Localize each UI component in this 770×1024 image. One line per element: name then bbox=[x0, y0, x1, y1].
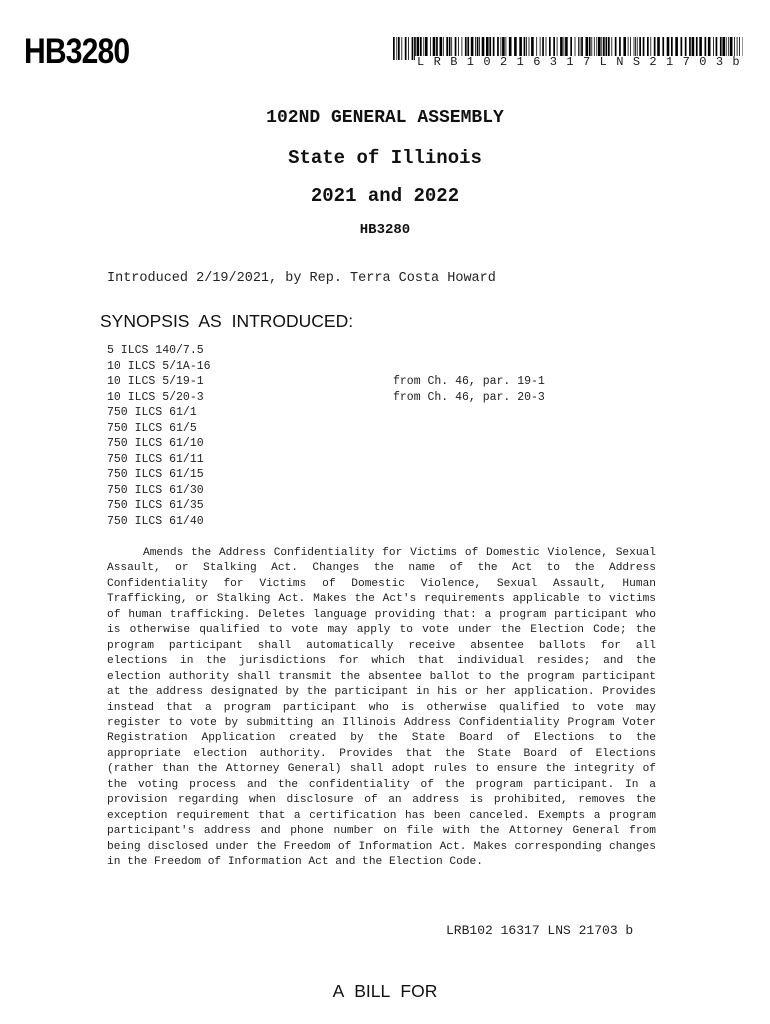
citation-cite: 10 ILCS 5/20-3 bbox=[107, 390, 204, 404]
citation-cite: 10 ILCS 5/19-1 bbox=[107, 375, 204, 388]
barcode-bar bbox=[412, 37, 414, 60]
citation-cite: 750 ILCS 61/35 bbox=[107, 499, 204, 512]
citation-item bbox=[107, 467, 667, 483]
barcode-bar bbox=[405, 37, 407, 60]
citation-item bbox=[107, 421, 667, 437]
lrb-reference: LRB102 16317 LNS 21703 b bbox=[446, 923, 634, 938]
assembly-title: 102ND GENERAL ASSEMBLY bbox=[266, 108, 504, 128]
bill-id-header: HB3280 bbox=[24, 32, 130, 71]
state-title: State of Illinois bbox=[288, 147, 482, 169]
session-years: 2021 and 2022 bbox=[310, 185, 460, 207]
citation-item bbox=[107, 390, 667, 406]
citation-item bbox=[107, 498, 667, 514]
citation-cite: 750 ILCS 61/10 bbox=[107, 437, 204, 450]
barcode bbox=[393, 37, 750, 69]
bill-number: HB3280 bbox=[359, 222, 411, 238]
citation-item bbox=[107, 359, 667, 375]
citation-cite: 10 ILCS 5/1A-16 bbox=[107, 359, 211, 373]
barcode-bar bbox=[398, 37, 400, 60]
citation-note: from Ch. 46, par. 20-3 bbox=[393, 390, 545, 404]
barcode-bar bbox=[393, 37, 395, 60]
citation-item bbox=[107, 514, 667, 530]
citation-item bbox=[107, 483, 667, 499]
barcode-text: LRB10216317LNS21703b bbox=[417, 55, 750, 69]
citation-cite: 750 ILCS 61/11 bbox=[107, 452, 204, 466]
introduced-line: Introduced 2/19/2021, by Rep. Terra Costa Howard bbox=[107, 271, 496, 286]
citation-cite: 5 ILCS 140/7.5 bbox=[107, 344, 204, 357]
citation-cite: 750 ILCS 61/40 bbox=[107, 514, 204, 528]
citation-cite: 750 ILCS 61/30 bbox=[107, 483, 204, 497]
barcode-bar bbox=[396, 37, 397, 60]
citation-item bbox=[107, 436, 667, 452]
citation-item bbox=[107, 452, 667, 468]
barcode-bar bbox=[401, 37, 402, 60]
citation-note: from Ch. 46, par. 19-1 bbox=[393, 375, 545, 388]
citation-cite: 750 ILCS 61/1 bbox=[107, 406, 197, 419]
synopsis-body: Amends the Address Confidentiality for Victims of Domestic Violence, Sexual Assault, or Stalking Act. Changes the name of the Act to the Address Confidentiality for Victims of Domestic Violence, Sexual Assault, Human Trafficking, or Stalking Act. Makes the Act's requirements applicable to victims of human trafficking. Deletes language providing that: a program participant who is otherwise qualified to vote may apply to vote under the Election Code; the program participant shall automatically receive absentee ballots for all elections in the jurisdictions for which that individual resides; and the election authority shall transmit the absentee ballot to the program participant at the address designated by the participant in his or her application. Provides instead that a program participant who is otherwise qualified to vote may register to vote by submitting an Illinois Address Confidentiality Program Voter Registration Application created by the State Board of Elections to the appropriate election authority. Provides that the State Board of Elections (rather than the Attorney General) shall adopt rules to ensure the integrity of the voting process and the confidentiality of the program participant. In a provision regarding when disclosure of an address is prohibited, removes the exception requirement that a certification has been canceled. Exempts a program participant's address and phone number on file with the Attorney General from being disclosed under the Freedom of Information Act. Makes corresponding changes in the Freedom of Information Act and the Election Code. bbox=[107, 547, 656, 869]
bill-for-heading: A BILL FOR bbox=[332, 981, 438, 1001]
citation-item bbox=[107, 374, 667, 390]
barcode-bar bbox=[408, 37, 409, 60]
citation-cite: 750 ILCS 61/5 bbox=[107, 421, 197, 435]
citation-cite: 750 ILCS 61/15 bbox=[107, 468, 204, 481]
citation-item bbox=[107, 405, 667, 421]
citation-item bbox=[107, 343, 667, 359]
citation-list bbox=[107, 343, 667, 529]
synopsis-heading: SYNOPSIS AS INTRODUCED: bbox=[100, 311, 354, 331]
